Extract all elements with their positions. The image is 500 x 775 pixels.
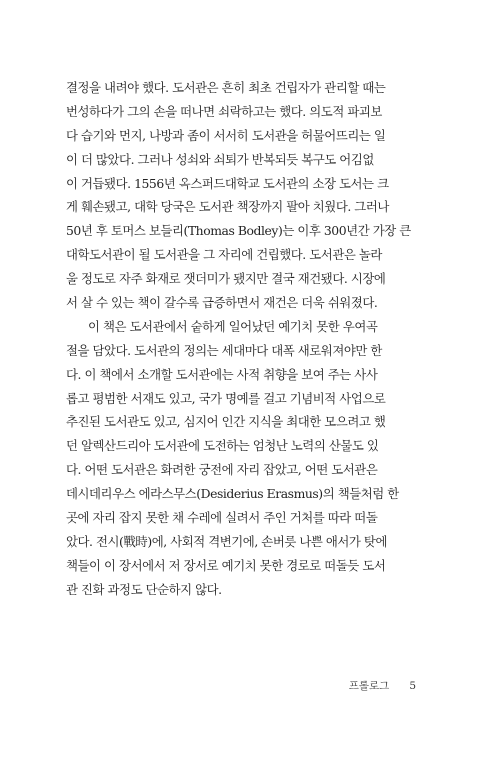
text-line: 곳에 자리 잡지 못한 채 수레에 실려서 주인 거처를 따라 떠돌 (66, 510, 378, 526)
page-number: 5 (409, 680, 416, 692)
text-line: 이 거듭됐다. 1556년 옥스퍼드대학교 도서관의 소장 도서는 크 (66, 175, 389, 191)
text-line: 50년 후 토머스 보들리(Thomas Bodley)는 이후 300년간 가장 큰 (66, 223, 411, 239)
text-line: 추진된 도서관도 있고, 심지어 인간 지식을 최대한 모으려고 했 (66, 414, 386, 430)
text-line: 게 훼손됐고, 대학 당국은 도서관 책장까지 팔아 치웠다. 그러나 (66, 199, 389, 215)
body-text (66, 76, 434, 602)
text-line: 대학도서관이 될 도서관을 그 자리에 건립했다. 도서관은 놀라 (66, 247, 382, 263)
text-line: 던 알렉산드리아 도서관에 도전하는 엄청난 노력의 산물도 있 (66, 438, 379, 454)
text-line: 다 습기와 먼지, 나방과 좀이 서서히 도서관을 허물어뜨리는 일 (66, 127, 386, 143)
page-footer (349, 678, 416, 693)
text-line: 관 진화 과정도 단순하지 않다. (66, 581, 222, 597)
text-line: 다. 이 책에서 소개할 도서관에는 사적 취향을 보여 주는 사사 (66, 366, 378, 382)
running-footer-title: 프롤로그 (348, 680, 390, 692)
text-line: 번성하다가 그의 손을 떠나면 쇠락하고는 했다. 의도적 파괴보 (66, 103, 382, 119)
text-line: 책들이 이 장서에서 저 장서로 예기치 못한 경로로 떠돌듯 도서 (66, 557, 386, 573)
text-line: 데시데리우스 에라스무스(Desiderius Erasmus)의 책들처럼 한 (66, 486, 399, 502)
text-line: 았다. 전시(戰時)에, 사회적 격변기에, 손버릇 나쁜 애서가 탓에 (66, 533, 387, 549)
text-line: 이 더 많았다. 그러나 성쇠와 쇠퇴가 반복되듯 복구도 어김없 (66, 151, 374, 167)
text-line: 결정을 내려야 했다. 도서관은 흔히 최초 건립자가 관리할 때는 (66, 80, 386, 95)
text-line: 서 살 수 있는 책이 갈수록 급증하면서 재건은 더욱 쉬워졌다. (66, 295, 378, 311)
text-line: 다. 어떤 도서관은 화려한 궁전에 자리 잡았고, 어떤 도서관은 (66, 462, 378, 478)
text-line: 롭고 평범한 서재도 있고, 국가 명예를 걸고 기념비적 사업으로 (66, 390, 386, 406)
text-line: 절을 담았다. 도서관의 정의는 세대마다 대폭 새로워져야만 한 (66, 342, 382, 358)
text-line: 울 정도로 자주 화재로 잿더미가 됐지만 결국 재건됐다. 시장에 (66, 271, 386, 287)
paragraph-start-line: 이 책은 도서관에서 숱하게 일어났던 예기치 못한 우여곡 (88, 318, 378, 334)
